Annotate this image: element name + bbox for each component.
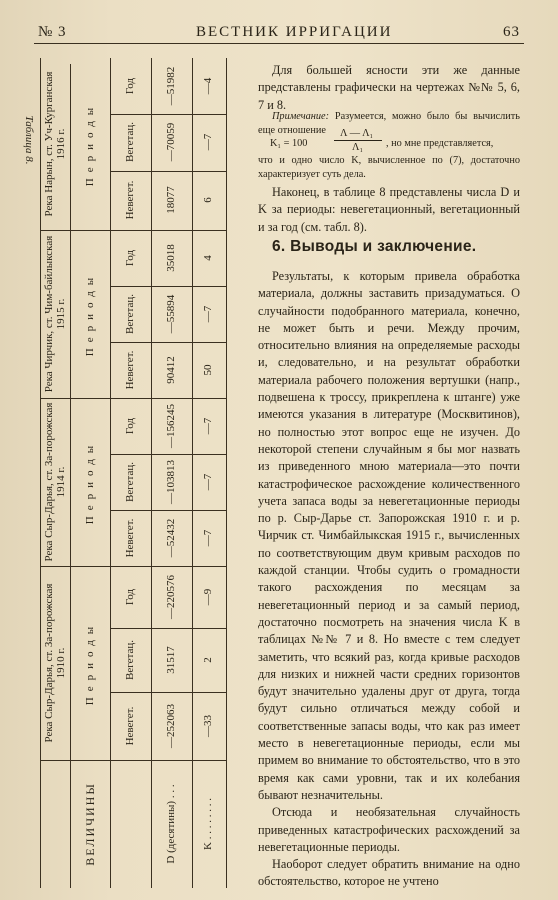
cell: —9 — [202, 588, 214, 606]
cell: —55894 — [165, 294, 177, 334]
col-vegetation: Вегетац. — [124, 640, 136, 680]
paragraph-intro: Для большей ясности эти же данные представлены графически на чертежах №№ 5, 6, 7 и 8. — [258, 63, 520, 112]
col-year: Год — [124, 77, 136, 95]
cell: 4 — [202, 255, 214, 261]
cell: —156245 — [165, 404, 177, 448]
periods-label: Периоды — [84, 439, 96, 525]
cell: 2 — [202, 657, 214, 663]
col-vegetation: Вегетац. — [124, 122, 136, 162]
cell: 50 — [202, 364, 214, 376]
cell: 6 — [202, 197, 214, 203]
section-title-syrdarya-1910: Река Сыр-Дарья, ст. За-порожская 1910 г. — [43, 583, 67, 743]
cell: —7 — [202, 133, 214, 151]
page-number: 63 — [503, 24, 520, 40]
cell: —7 — [202, 417, 214, 435]
col-year: Год — [124, 249, 136, 267]
col-nevegetation: Невегет. — [124, 706, 136, 746]
col-nevegetation: Невегет. — [124, 180, 136, 220]
note: Примечание: Разумеется, можно было бы вычислить еще отношение — [258, 111, 520, 136]
cell: —4 — [202, 77, 214, 95]
cell: —7 — [202, 529, 214, 547]
issue-number: № 3 — [38, 24, 67, 40]
cell: —33 — [202, 715, 214, 737]
table-label-text: Таблица 8. — [23, 115, 35, 165]
periods-label: Периоды — [84, 271, 96, 357]
running-header — [38, 24, 520, 42]
cell: —103813 — [165, 460, 177, 504]
periods-label: Периоды — [84, 620, 96, 706]
cell: 31517 — [165, 646, 177, 674]
cell: 35018 — [165, 244, 177, 272]
cell: 18077 — [165, 186, 177, 214]
cell: —7 — [202, 473, 214, 491]
formula: K₁ = 100 Λ — Λ₁ Λ₁ , но мне представляется, — [270, 128, 494, 153]
col-year: Год — [124, 588, 136, 606]
cell: —52432 — [165, 518, 177, 558]
row-header: ВЕЛИЧИНЫ — [83, 782, 97, 866]
paragraph-table8: Наконец, в таблице 8 представлены числа D и K за периоды: невегетационный, вегетационный и за год (см. табл. 8). — [258, 185, 520, 234]
header-rule — [34, 43, 524, 44]
journal-title: ВЕСТНИК ИРРИГАЦИИ — [196, 24, 393, 40]
col-nevegetation: Невегет. — [124, 518, 136, 558]
cell: —51982 — [165, 66, 177, 106]
section-title-naryn: Река Нарын, ст. Уч-Курганская 1916 г. — [43, 71, 67, 217]
cell: —70059 — [165, 122, 177, 162]
col-vegetation: Вегетац. — [124, 462, 136, 502]
col-vegetation: Вегетац. — [124, 294, 136, 334]
section-title-chirchik: Река Чирчик, ст. Чим-байлыкская 1915 г. — [43, 235, 67, 393]
paragraph-results: Результаты, к которым привела обработка материала, должны заставить призадуматься. О случайности подобранного материала, конечно, не может быть и речи. Между прочим, относительно влияния на определяемые расходы и, следовательно, и на результат обработки материала рабочего положения вертушки (напр., подвешена к троссу, прикреплена к штанге) уже имеются указания в литературе (Москвитинов), но полностью этот вопрос еще не изучен. До некоторой степени случайным я бы мог назвать из приведенного мною материала—это почти катастрофическое расхождение количественного учета запаса воды за невегетационные периоды по р. Сыр-Дарье ст. Запорожская 1910 г. и р. Чирчик ст. Чимбайлыкская 1915 г., вычисленных по соответствующим двум кривым расходов по каждой станции. Чтобы судить о громадности такого расхождения по месяцам за невегетационный период и за самый период, достаточно посмотреть на значения числа K в таблицах №№ 7 и 8. Но вместе с тем следует заметить, что всякий раз, когда кривые расходов для низких и нижней части средних горизонтов будут значительно удалены друг от друга, тогда будут сильно отличаться между собой и соответственные запасы воды, что как раз имеет место в невегетационные периоды, если мы примем во внимание то обстоятельство, что в это время как сами уровни, так и их колебания бывают незначительны. Отсюда и необязательная случайность приведенных катастрофических расхождений за невегетационные периоды. Наоборот следует обратить внимание на одно обстоятельство, которое не учтено — [258, 269, 520, 889]
row-label-d: D (десятины) . . . — [165, 784, 177, 864]
table-8 — [40, 58, 226, 888]
cell: —7 — [202, 305, 214, 323]
section-heading: 6. Выводы и заключение. — [272, 238, 477, 255]
cell: —252063 — [165, 704, 177, 748]
cell: 90412 — [165, 356, 177, 384]
note-end: что и одно число K, вычисленное по (7), достаточно характеризует суть дела. — [258, 155, 520, 180]
col-year: Год — [124, 417, 136, 435]
section-title-syrdarya-1914: Река Сыр-Дарья, ст. За-порожская 1914 г. — [43, 402, 67, 562]
row-label-k: K . . . . . . . . — [202, 798, 214, 850]
col-nevegetation: Невегет. — [124, 350, 136, 390]
periods-label: Периоды — [84, 101, 96, 187]
cell: —220576 — [165, 575, 177, 619]
